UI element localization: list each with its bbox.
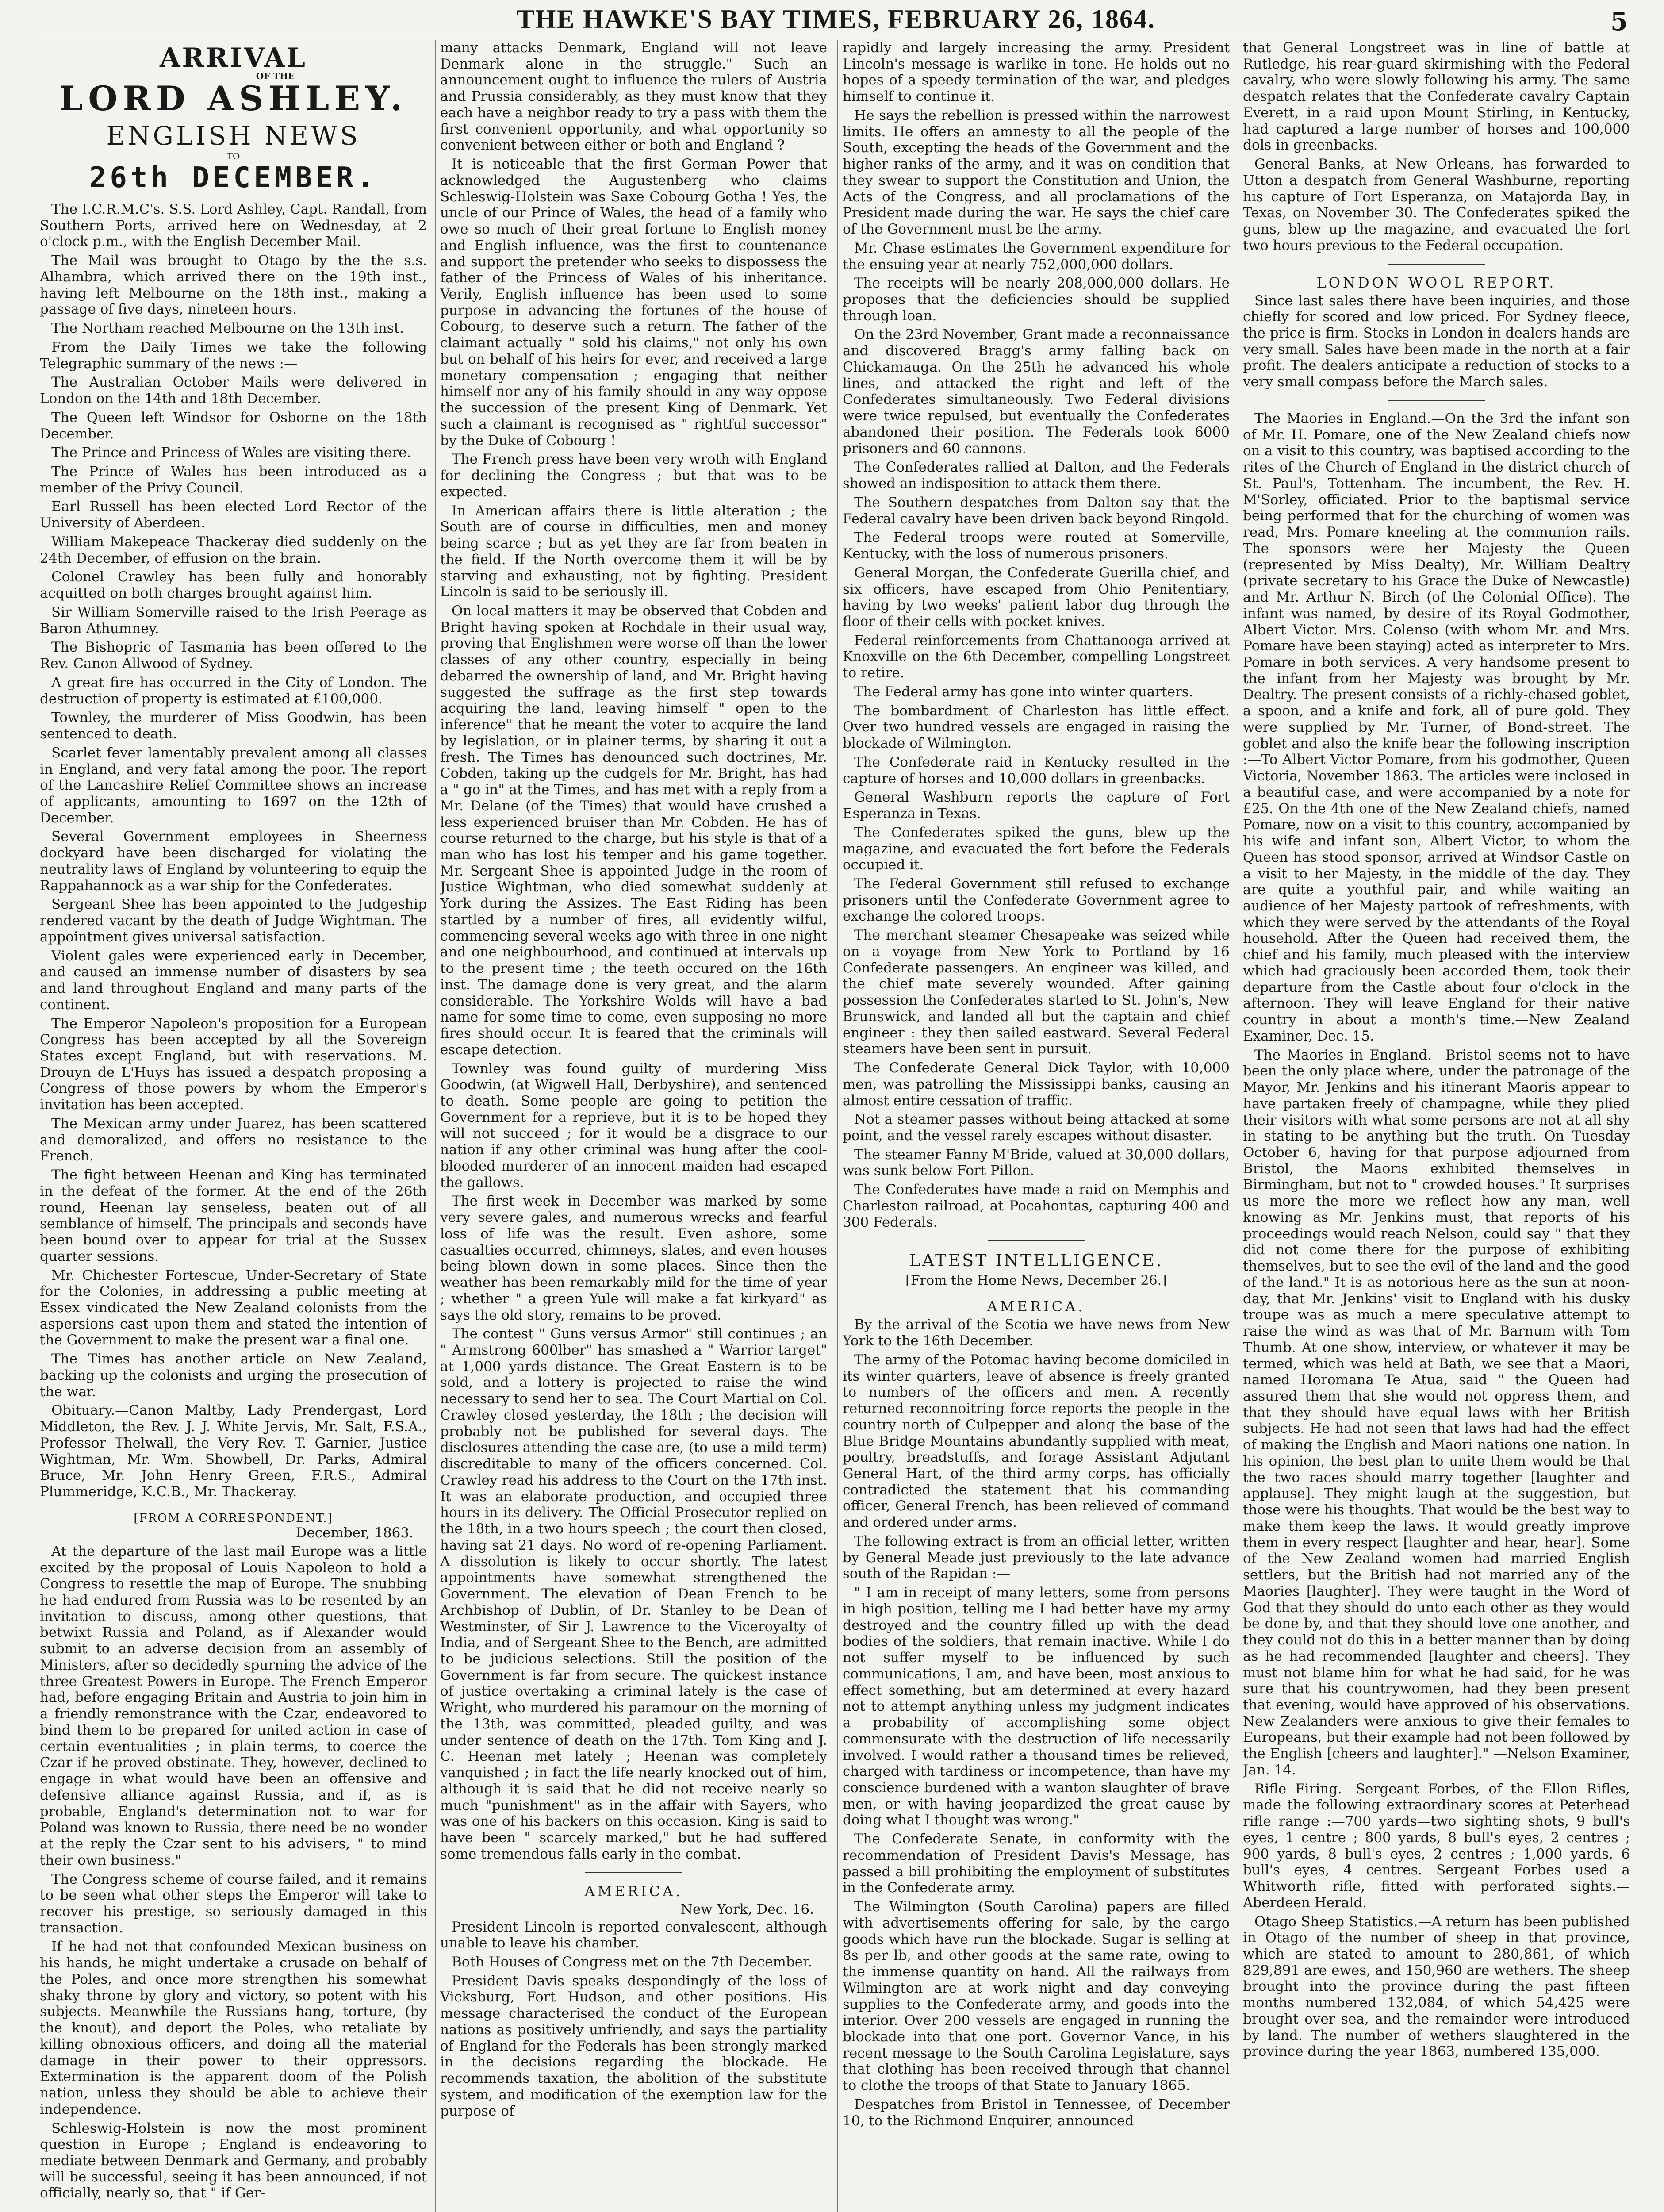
paragraph: Earl Russell has been elected Lord Rector of the University of Aberdeen. bbox=[40, 499, 427, 531]
headline-arrival: ARRIVAL bbox=[160, 42, 307, 73]
section-divider bbox=[1388, 400, 1485, 401]
paragraph: The Prince of Wales has been introduced as a member of the Privy Council. bbox=[40, 464, 427, 496]
america-body bbox=[440, 1919, 827, 2120]
headline-of-the: OF THE bbox=[256, 71, 295, 81]
paragraph: Federal reinforcements from Chattanooga arrived at Knoxville on the 6th December, compelling Longstreet to retire. bbox=[843, 632, 1230, 681]
section-heading-wool: LONDON WOOL REPORT. bbox=[1316, 274, 1557, 291]
paragraph: Violent gales were experienced early in December, and caused an immense number of disasters by sea and land throughout England and many parts of the continent. bbox=[40, 948, 427, 1013]
paragraph: General Banks, at New Orleans, has forwarded to Utton a despatch from General Washburne, reporting his capture of Fort Esperanza, on Matajorda Bay, in Texas, on November 30. The Confederates spiked the guns, blew up the magazine, and evacuated the fort two hours previous to the Federal occupation. bbox=[1243, 156, 1630, 253]
headline-to: TO bbox=[226, 151, 240, 161]
paragraph: The Emperor Napoleon's proposition for a European Congress has been accepted by all the Sovereign States except England, but with reservations. M. Drouyn de L'Huys has issued a despatch proposing a Congress of those powers by whom the Emperor's invitation has been accepted. bbox=[40, 1015, 427, 1113]
paragraph: Several Government employees in Sheerness dockyard have been discharged for violating the neutrality laws of England by volunteering to equip the Rappahannock as a war ship for the Confederates. bbox=[40, 829, 427, 894]
paragraph: The steamer Fanny M'Bride, valued at 30,000 dollars, was sunk below Fort Pillon. bbox=[843, 1146, 1230, 1179]
paragraph: He says the rebellion is pressed within the narrowest limits. He offers an amnesty to all the people of the South, excepting the heads of the Government and the higher ranks of the army, and it was on condition that they swear to support the Constitution and Union, the Acts of the Congress, and all proclamations of the President made during the war. He says the chief care of the Government must be the army. bbox=[843, 107, 1230, 238]
paragraph: On local matters it may be observed that Cobden and Bright having spoken at Rochdale in their usual way, proving that Englishmen were worse off than the lower classes of any other country, especially in being debarred the ownership of land, and Mr. Bright having suggested the suffrage as the first step towards acquiring the land, leaving himself " open to the inference" that he meant the voter to acquire the land by legislation, or in plainer terms, by sharing it out a fresh. The Times has denounced such doctrines, Mr. Cobden, taking up the cudgels for Mr. Bright, has had a " go in" at the Times, and has met with a reply from a Mr. Delane (of the Times) that would have crushed a less experienced bruiser than Mr. Cobden. He has of course returned to the charge, but his style is that of a man who has lost his temper and his game together. Mr. Sergeant Shee is appointed Judge in the room of Justice Wightman, who died somewhat suddenly at York during the Assizes. The East Riding has been startled by a number of fires, all evidently wilful, commencing several weeks ago with three in one night and one neighbourhood, and continued at intervals up to the present time ; the teeth occured on the 16th inst. The damage done is very great, and the alarm considerable. The Yorkshire Wolds will have a bad name for some time to come, even supposing no more fires should occur. It is feared that the criminals will escape detection. bbox=[440, 603, 827, 1058]
paragraph: The Times has another article on New Zealand, backing up the colonists and urging the prosecution of the war. bbox=[40, 1351, 427, 1400]
paragraph: In American affairs there is little alteration ; the South are of course in difficulties, men and money being scarce ; but as yet they are far from beaten in the field. If the North overcome them it will be by starving and exhausting, not by fighting. President Lincoln is said to be seriously ill. bbox=[440, 503, 827, 600]
masthead-title: THE HAWKE'S BAY TIMES, FEBRUARY 26, 1864. bbox=[516, 4, 1156, 34]
paragraph: President Davis speaks despondingly of the loss of Vicksburg, Fort Hudson, and other positions. His message characterised the conduct of the European nations as positively unfriendly, and says the partiality of England for the Federals has been strongly marked in the decisions regarding the blockade. He recommends taxation, the abolition of the substitute system, and modification of the exemption law for the purpose of bbox=[440, 1973, 827, 2119]
section-heading-latest: LATEST INTELLIGENCE. bbox=[909, 1251, 1163, 1271]
paragraph: The Australian October Mails were delivered in London on the 14th and 18th December. bbox=[40, 374, 427, 407]
paragraph: Sir William Somerville raised to the Irish Peerage as Baron Athumney. bbox=[40, 604, 427, 637]
correspondent-body bbox=[40, 1544, 427, 2201]
paragraph: Mr. Chichester Fortescue, Under-Secretary of State for the Colonies, in addressing a public meeting at Essex vindicated the New Zealand colonists from the aspersions cast upon them and stated the intention of the Government to make the present war a final one. bbox=[40, 1267, 427, 1348]
paragraph: If he had not that confounded Mexican business on his hands, he might undertake a crusade on behalf of the Poles, and once more strengthen his somewhat shaky throne by glory and victory, so potent with his subjects. Meanwhile the Russians hang, torture, (by the knout), and deport the Poles, who retaliate by killing obnoxious officers, and doing all the material damage in their power to their oppressors. Extermination is the apparent doom of the Polish nation, unless they should be able to achieve their independence. bbox=[40, 1939, 427, 2117]
paragraph: Both Houses of Congress met on the 7th December. bbox=[452, 1954, 813, 1970]
headline-lord-ashley: LORD ASHLEY. bbox=[59, 79, 408, 118]
paragraph: The first week in December was marked by some very severe gales, and numerous wrecks and fearful loss of life was the result. Even ashore, some casualties occurred, chimneys, slates, and even houses being blown down in some places. Since then the weather has been remarkably mild for the time of year ; whether " a green Yule will make a fat kirkyard" as says the old story, remains to be proved. bbox=[440, 1193, 827, 1323]
source-line: [From the Home News, December 26.] bbox=[905, 1273, 1167, 1289]
column-2 bbox=[440, 40, 827, 2212]
paragraph: The Congress scheme of course failed, and it remains to be seen what other steps the Emperor will take to recover his prestige, so seriously damaged in this transaction. bbox=[40, 1871, 427, 1936]
column-rule bbox=[435, 40, 436, 2212]
paragraph: Townley, the murderer of Miss Goodwin, has been sentenced to death. bbox=[40, 710, 427, 742]
paragraph: The receipts will be nearly 208,000,000 dollars. He proposes that the deficiencies should be supplied through loan. bbox=[843, 275, 1230, 324]
news-items bbox=[1243, 411, 1630, 2060]
article-body bbox=[843, 40, 1230, 1230]
paragraph: It is noticeable that the first German Power that acknowledged the Augustenberg who claims Schleswig-Holstein was Saxe Cobourg Gotha ! Yes, the uncle of our Prince of Wales, the head of a family who owe so much of their great fortune to English money and English influence, was the first to countenance and support the pretender who seeks to dispossess the father of the Princess of Wales of his inheritance. Verily, English influence has been used to some purpose in advancing the fortunes of the house of Cobourg, to deserve such a return. The father of the claimant actually " sold his claims," not only his own but on behalf of his heirs for ever, and received a large monetary compensation ; engaging that neither himself nor any of his family should in any way oppose the succession of the present King of Denmark. Yet such a claimant is recognised as " rightful successor" by the Duke of Cobourg ! bbox=[440, 156, 827, 449]
paragraph: that General Longstreet was in line of battle at Rutledge, his rear-guard skirmishing with the Federal cavalry, who were slowly following his army. The same despatch relates that the Confederate cavalry Captain Everett, in a raid upon Mount Stirling, in Kentucky, had captured a large number of horses and 100,000 dols in greenbacks. bbox=[1243, 40, 1630, 154]
latest-body bbox=[843, 1317, 1230, 2129]
paragraph: Obituary.—Canon Maltby, Lady Prendergast, Lord Middleton, the Rev. J. J. White Jervis, Mr. Salt, F.S.A., Professor Thelwall, the Very Rev. T. Garnier, Justice Wightman, Mr. Wm. Showbell, Dr. Parks, Admiral Bruce, Mr. John Henry Green, F.R.S., Admiral Plummeridge, K.C.B., Mr. Thackeray. bbox=[40, 1402, 427, 1500]
paragraph: The Confederates have made a raid on Memphis and Charleston railroad, at Pocahontas, capturing 400 and 300 Federals. bbox=[843, 1182, 1230, 1230]
article-body bbox=[40, 201, 427, 1500]
paragraph: Since last sales there have been inquiries, and those chiefly for scored and low priced. For Sydney fleece, the price is firm. Stocks in London in dealers hands are very small. Sales have been made in the north at a fair profit. The dealers anticipate a reduction of stocks to a very small compass before the March sales. bbox=[1243, 292, 1630, 390]
column-4 bbox=[1243, 40, 1630, 2212]
paragraph: The Confederates spiked the guns, blew up the magazine, and evacuated the fort before the Federals occupied it. bbox=[843, 824, 1230, 873]
paragraph: The French press have been very wroth with England for declining the Congress ; but that was to be expected. bbox=[440, 451, 827, 500]
paragraph: The army of the Potomac having become domiciled in its winter quarters, leave of absence is freely granted to numbers of the officers and men. A recently returned reconnoitring force reports the people in the country north of Culpepper and along the base of the Blue Bridge Mountains abundantly supplied with meat, poultry, breadstuffs, and forage Assistant Adjutant General Hart, of the third army corps, has officially contradicted the statement that his commanding officer, General French, has been relieved of command and ordered under arms. bbox=[843, 1352, 1230, 1531]
paragraph: Rifle Firing.—Sergeant Forbes, of the Ellon Rifles, made the following extraordinary scores at Peterhead rifle range :—700 yards—two sighting shots, 9 bull's eyes, 1 centre ; 800 yards, 8 bull's eyes, 2 centres ; 900 yards, 8 bull's eyes, 2 centres ; 1,000 yards, 6 bull's eyes, 4 centres. Sergeant Forbes used a Whitworth rifle, fitted with perforated sights.—Aberdeen Herald. bbox=[1243, 1781, 1630, 1911]
paragraph: The Bishopric of Tasmania has been offered to the Rev. Canon Allwood of Sydney. bbox=[40, 639, 427, 672]
paragraph: The Federal troops were routed at Somerville, Kentucky, with the loss of numerous prisoners. bbox=[843, 530, 1230, 562]
column-rule bbox=[837, 40, 838, 2212]
paragraph: William Makepeace Thackeray died suddenly on the 24th December, of effusion on the brain. bbox=[40, 534, 427, 566]
section-divider bbox=[585, 1872, 682, 1873]
paragraph: many attacks Denmark, England will not leave Denmark alone in the struggle." Such an announcement ought to influence the rulers of Austria and Prussia considerably, as they must know that they each have a neighbor ready to try a pass with them the first convenient opportunity, and what opportunity so convenient between either or both and England ? bbox=[440, 40, 827, 154]
section-divider bbox=[1388, 264, 1485, 265]
section-heading-america-2: AMERICA. bbox=[987, 1298, 1085, 1315]
paragraph: The Northam reached Melbourne on the 13th inst. bbox=[51, 320, 404, 337]
paragraph: The Queen left Windsor for Osborne on the 18th December. bbox=[40, 409, 427, 442]
paragraph: Sergeant Shee has been appointed to the Judgeship rendered vacant by the death of Judge Wightman. The appointment gives universal satisfaction. bbox=[40, 896, 427, 945]
paragraph: General Washburn reports the capture of Fort Esperanza in Texas. bbox=[843, 789, 1230, 822]
paragraph: Mr. Chase estimates the Government expenditure for the ensuing year at nearly 752,000,000 dollars. bbox=[843, 240, 1230, 273]
paragraph: The Confederate General Dick Taylor, with 10,000 men, was patrolling the Mississippi banks, causing an almost entire cessation of traffic. bbox=[843, 1060, 1230, 1109]
paragraph: President Lincoln is reported convalescent, although unable to leave his chamber. bbox=[440, 1919, 827, 1951]
paragraph: The Confederate raid in Kentucky resulted in the capture of horses and 10,000 dollars in greenbacks. bbox=[843, 754, 1230, 787]
page-number: 5 bbox=[1610, 7, 1628, 36]
headline-english-news: ENGLISH NEWS bbox=[106, 121, 360, 151]
paragraph: By the arrival of the Scotia we have news from New York to the 16th December. bbox=[843, 1317, 1230, 1349]
paragraph: The Confederates rallied at Dalton, and the Federals showed an indisposition to attack them there. bbox=[843, 459, 1230, 492]
section-heading-america: AMERICA. bbox=[584, 1882, 683, 1900]
article-body bbox=[1243, 40, 1630, 254]
paragraph: The bombardment of Charleston has little effect. Over two hundred vessels are engaged in raising the blockade of Wilmington. bbox=[843, 703, 1230, 752]
article-body bbox=[440, 40, 827, 1863]
paragraph: The Mail was brought to Otago by the the s.s. Alhambra, which arrived there on the 19th inst., having left Melbourne on the 18th inst., making a passage of five days, nineteen hours. bbox=[40, 253, 427, 318]
paragraph: On the 23rd November, Grant made a reconnaissance and discovered Bragg's army falling back on Chickamauga. On the 25th he advanced his whole lines, and attacked the right and left of the Confederates simultaneously. Two Federal divisions were twice repulsed, but eventually the Confederates abandoned their position. The Federals took 6000 prisoners and 60 cannons. bbox=[843, 326, 1230, 457]
paragraph: The fight between Heenan and King has terminated in the defeat of the former. At the end of the 26th round, Heenan lay senseless, beaten out of all semblance of himself. The principals and seconds have been bound over to appear for trial at the Sussex quarter sessions. bbox=[40, 1167, 427, 1264]
paragraph: Colonel Crawley has been fully and honorably acquitted on both charges brought against him. bbox=[40, 569, 427, 602]
paragraph: General Morgan, the Confederate Guerilla chief, and six officers, have escaped from Ohio Penitentiary, having by two weeks' patient labor dug through the floor of their cells with pocket knives. bbox=[843, 565, 1230, 630]
column-1 bbox=[40, 40, 427, 2212]
paragraph: At the departure of the last mail Europe was a little excited by the proposal of Louis Napoleon to hold a Congress to resettle the map of Europe. The snubbing he had endured from Russia was to be resented by an invitation to discuss, among other questions, that betwixt Russia and Poland, as if Alexander would submit to an adverse decision from an assembly of Ministers, after so decidedly spurning the advice of the three Greatest Powers in Europe. The French Emperor had, before engaging Britain and Austria to join him in a friendly remonstrance with the Czar, endeavored to bind them to be prepared for united action in case of certain eventualities ; in plain terms, to coerce the Czar if he proved obstinate. They, however, declined to engage in what would have been an offensive and defensive alliance against Russia, and if, as is probable, England's determination not to war for Poland was known to Russia, there need be no wonder at the reply the Czar sent to his advisers, " to mind their own business." bbox=[40, 1543, 427, 1868]
paragraph: The Federal Government still refused to exchange prisoners until the Confederate Government agree to exchange the colored troops. bbox=[843, 876, 1230, 925]
paragraph: A great fire has occurred in the City of London. The destruction of property is estimated at £100,000. bbox=[40, 674, 427, 707]
section-divider bbox=[988, 1240, 1085, 1241]
paragraph: Despatches from Bristol in Tennessee, of December 10, to the Richmond Enquirer, announced bbox=[843, 2096, 1230, 2129]
correspondent-date: December, 1863. bbox=[295, 1525, 414, 1541]
paragraph: Schleswig-Holstein is now the most prominent question in Europe ; England is endeavoring to mediate between Denmark and Germany, and probably will be successful, seeing it has been announced, if not officially, nearly so, that " if Ger- bbox=[40, 2120, 427, 2201]
paragraph: The Confederate Senate, in conformity with the recommendation of President Davis's Message, has passed a bill prohibiting the employment of substitutes in the Confederate army. bbox=[843, 1831, 1230, 1896]
new-york-dateline: New York, Dec. 16. bbox=[680, 1901, 814, 1917]
paragraph: Townley was found guilty of murdering Miss Goodwin, (at Wigwell Hall, Derbyshire), and sentenced to death. Some people are going to petition the Government for a reprieve, but it is to be hoped they will not succeed ; for it would be a disgrace to our nation if any other criminal was hung after the cool-blooded murderer of an innocent maiden had escaped the gallows. bbox=[440, 1060, 827, 1190]
paragraph: The Prince and Princess of Wales are visiting there. bbox=[51, 445, 411, 461]
paragraph: The Mexican army under Juarez, has been scattered and demoralized, and offers no resistance to the French. bbox=[40, 1115, 427, 1164]
paragraph: rapidly and largely increasing the army. President Lincoln's message is warlike in tone. He holds out no hopes of a speedy termination of the war, and pledges himself to continue it. bbox=[843, 40, 1230, 105]
paragraph: The Wilmington (South Carolina) papers are filled with advertisements offering for sale, by the cargo goods which have run the blockade. Sugar is selling at 8s per lb, and other goods at the same rate, owing to the immense quantity on hand. All the railways from Wilmington are at work night and day conveying supplies to the Confederate army, and goods into the interior. Over 200 vessels are engaged in running the blockade into that one port. Governor Vance, in his recent message to the South Carolina Legislature, says that clothing has been received through that channel to clothe the troops of that State to January 1865. bbox=[843, 1899, 1230, 2094]
paragraph: Scarlet fever lamentably prevalent among all classes in England, and very fatal among the poor. The report of the Lancashire Relief Committee shows an increase of applicants, amounting to 1697 on the 12th of December. bbox=[40, 745, 427, 826]
paragraph: The Maories in England.—On the 3rd the infant son of Mr. H. Pomare, one of the New Zealand chiefs now on a visit to this country, was baptised according to the rites of the Church of England in the district church of St. Paul's, Tottenham. The incumbent, the Rev. H. M'Sorley, officiated. Prior to the baptismal service being performed that for the churching of women was read, Mrs. Pomare kneeling at the communion rails. The sponsors were her Majesty the Queen (represented by Miss Dealty), Mr. William Dealtry (private secretary to his Grace the Duke of Newcastle) and Mr. Arthur N. Birch (of the Colonial Office). The infant was named, by desire of its Royal Godmother, Albert Victor. Mrs. Colenso (with whom Mr. and Mrs. Pomare have been staying) acted as interpreter to Mrs. Pomare in both services. A very handsome present to the infant from her Majesty was brought by Mr. Dealtry. The present consists of a richly-chased goblet, a spoon, and a knife and fork, all of pure gold. They were supplied by Mr. Turner, of Bond-street. The goblet and also the knife bear the following inscription :—To Albert Victor Pomare, from his godmother, Queen Victoria, November 1863. The articles were inclosed in a beautiful case, and were accompanied by a note for £25. On the 4th one of the New Zealand chiefs, named Pomare, now on a visit to this country, accompanied by his wife and infant son, Albert Victor, to whom the Queen has stood sponsor, arrived at Windsor Castle on a visit to her Majesty, in the middle of the day. They are quite a youthful pair, and while waiting an audience of her Majesty partook of refreshments, with which they were served by the attendants of the Royal household. After the Queen had received them, the chief and his family, much pleased with the interview which had graciously been accorded them, took their departure from the Castle about four o'clock in the afternoon. They will leave England for their native country in about a month's time.—New Zealand Examiner, Dec. 15. bbox=[1243, 410, 1630, 1044]
paragraph: The following extract is from an official letter, written by General Meade just previously to the late advance south of the Rapidan :— bbox=[843, 1533, 1230, 1582]
paragraph: The Federal army has gone into winter quarters. bbox=[854, 684, 1193, 700]
column-3 bbox=[843, 40, 1230, 2212]
paragraph: " I am in receipt of many letters, some from persons in high position, telling me I had better have my army destroyed and the country filled up with the dead bodies of the soldiers, that remain inactive. While I do not suffer myself to be influenced by such communications, I am, and have been, most anxious to effect something, but am determined at every hazard not to attempt anything unless my judgment indicates a probability of accomplishing some object commensurate with the destruction of life necessarily involved. I would rather a thousand times be relieved, charged with tardiness or incompetence, than have my conscience burdened with a wanton slaughter of brave men, or with having jeopardized the great cause by doing what I thought was wrong." bbox=[843, 1585, 1230, 1828]
paragraph: Not a steamer passes without being attacked at some point, and the vessel rarely escapes without disaster. bbox=[843, 1111, 1230, 1144]
paragraph: The merchant steamer Chesapeake was seized while on a voyage from New York to Portland by 16 Confederate passengers. An engineer was killed, and the chief mate severely wounded. After gaining possession the Confederates started to St. John's, New Brunswick, and landed all but the captain and chief engineer : they then sailed eastward. Several Federal steamers have been sent in pursuit. bbox=[843, 927, 1230, 1057]
paragraph: The I.C.R.M.C's. S.S. Lord Ashley, Capt. Randall, from Southern Ports, arrived here on Wednesday, at 2 o'clock p.m., with the English December Mail. bbox=[40, 201, 427, 250]
paragraph: Otago Sheep Statistics.—A return has been published in Otago of the number of sheep in that province, which are stated to amount to 280,861, of which 829,891 are ewes, and 150,960 are wethers. The sheep brought into the province during the past fifteen months numbered 132,084, of which 54,425 were brought over sea, and the remainder were introduced by land. The number of wethers slaughtered in the province during the year 1863, numbered 135,000. bbox=[1243, 1913, 1630, 2060]
correspondent-line: [FROM A CORRESPONDENT.] bbox=[134, 1511, 333, 1525]
headline-date: 26th DECEMBER. bbox=[89, 161, 378, 194]
paragraph: The contest " Guns versus Armor" still continues ; an " Armstrong 600lber" has smashed a " Warrior target" at 1,000 yards distance. The Great Eastern is to be sold, and a lottery is projected to raise the wind necessary to send her to sea. The Court Martial on Col. Crawley closed yesterday, the 18th ; the decision will probably not be published for several days. The disclosures attending the case are, (to use a mild term) discreditable to many of the officers concerned. Col. Crawley read his address to the Court on the 17th inst. It was an elaborate production, and occupied three hours in its delivery. The Official Prosecutor replied on the 18th, in a two hours speech ; the court then closed, having sat 21 days. No word of re-opening Parliament. A dissolution is likely to occur shortly. The latest appointments have somewhat strengthened the Government. The elevation of Dean French to be Archbishop of Dublin, of Dr. Stanley to be Dean of Westminster, of Sir J. Lawrence to the Viceroyalty of India, and of Sergeant Shee to the Bench, are admitted to be judicious selections. Still the position of the Government is far from secure. The quickest instance of justice overtaking a criminal lately is the case of Wright, who murdered his paramour on the morning of the 13th, was committed, pleaded guilty, and was under sentence of death on the 17th. Tom King and J. C. Heenan met lately ; Heenan was completely vanquished ; in fact the life nearly knocked out of him, although it is said that he did not receive nearly so much "punishment" as in the affair with Sayers, who was one of his backers on this occasion. King is said to have been " scarcely marked," but he had suffered some tremendous falls early in the combat. bbox=[440, 1326, 827, 1862]
paragraph: The Southern despatches from Dalton say that the Federal cavalry have been driven back beyond Ringold. bbox=[843, 494, 1230, 527]
wool-body bbox=[1243, 293, 1630, 390]
paragraph: The Maories in England.—Bristol seems not to have been the only place where, under the patronage of the Mayor, Mr. Jenkins and his itinerant Maoris appear to have partaken freely of champagne, while they plied their visitors with what some persons are not at all shy in stating to be anything but the truth. On Tuesday October 6, having for that purpose adjourned from Bristol, the Maoris exhibited themselves in Birmingham, but not to " crowded houses." It surprises us more the more we reflect how any man, well knowing as Mr. Jenkins must, that reports of his proceedings would reach Nelson, could say " that they did not come there for the purpose of exhibiting themselves, but to see the evil of the land and the good of the land." It is as notorious here as the sun at noon-day, that Mr. Jenkins' visit to England with his dusky troupe was as much a mere speculative attempt to raise the wind as was that of Mr. Barnum with Tom Thumb. At one show, interview, or whatever it may be termed, which was held at Bath, we see that a Maori, named Horomana Te Atua, said " the Queen had assured them that she would not oppress them, and that they should have equal laws with her British subjects. He had not seen that laws had had the effect of making the English and Maori nations one nation. In his opinion, the best plan to unite them would be that the two races should marry together [laughter and applause]. They might laugh at the suggestion, but those were his thoughts. That would be the best way to make them keep the laws. It would greatly improve them in every respect [laughter and hear, hear]. Some of the New Zealand women had married English settlers, but the British had not married any of the Maories [laughter]. They were taught in the Word of God that they should do unto each other as they would be done by, and that they should love one another, and they could not do this in a better manner than by doing as he had recommended [laughter and cheers]. They must not blame him for what he had said, for he was sure that his countrywomen, had they been present that evening, would have approved of his observations. New Zealanders were anxious to give their females to Europeans, but their example had not been followed by the English [cheers and laughter]." —Nelson Examiner, Jan. 14. bbox=[1243, 1047, 1630, 1778]
masthead bbox=[40, 4, 1632, 36]
paragraph: From the Daily Times we take the following Telegraphic summary of the news :— bbox=[40, 339, 427, 372]
